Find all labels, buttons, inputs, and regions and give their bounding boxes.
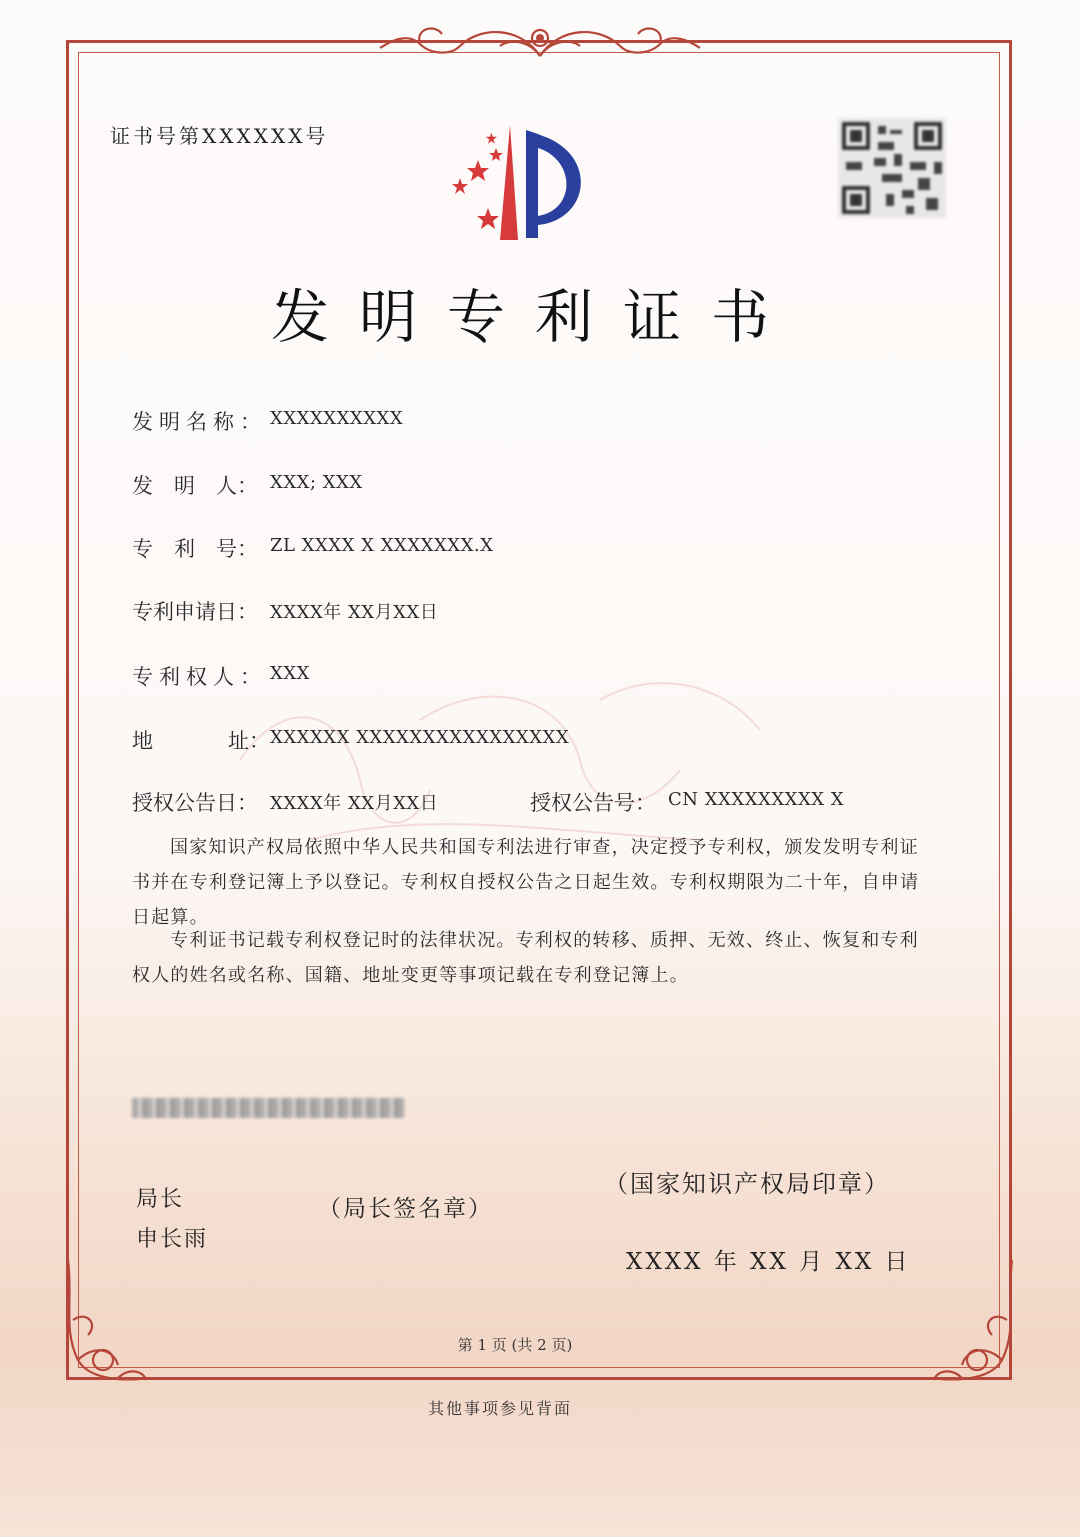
inventor-value: XXX; XXX (270, 472, 363, 493)
page-title: 发明专利证书 (270, 283, 799, 351)
inventor-label: 发 明 人： (132, 474, 258, 498)
grant-number-label: 授权公告号： (530, 791, 656, 815)
top-ornament-icon (360, 16, 720, 66)
grant-number-value: CN XXXXXXXXX X (668, 789, 845, 810)
issue-date: XXXX 年 XX 月 XX 日 (626, 1249, 911, 1275)
certificate-number: 证书号第XXXXXX号 (110, 124, 329, 148)
back-note: 其他事项参见背面 (427, 1399, 572, 1418)
grant-date-label: 授权公告日： (132, 791, 258, 815)
grant-date-value: XXXX年 XX月XX日 (270, 793, 439, 814)
legal-paragraph-1: 国家知识产权局依照中华人民共和国专利法进行审查，决定授予专利权，颁发发明专利证书并在专利登记簿上予以登记。专利权自授权公告之日起生效。专利权期限为二十年，自申请日起算。 (132, 837, 920, 928)
director-seal-text: （局长签名章） (318, 1196, 493, 1222)
legal-paragraph-2: 专利证书记载专利权登记时的法律状况。专利权的转移、质押、无效、终止、恢复和专利权人的姓名或名称、国籍、地址变更等事项记载在专利登记簿上。 (132, 930, 919, 986)
address-label-left: 地 (132, 729, 153, 753)
office-seal-text: （国家知识产权局印章） (604, 1170, 890, 1198)
director-title: 局长 (136, 1187, 185, 1212)
invention-name-label: 发明名称： (132, 410, 267, 434)
address-value: XXXXXX XXXXXXXXXXXXXXXX (270, 727, 570, 748)
qr-code-icon (838, 118, 946, 218)
redacted-barcode (132, 1098, 404, 1118)
patent-office-logo-icon (448, 120, 608, 250)
page-indicator: 第 1 页 (共 2 页) (457, 1336, 573, 1354)
address-label-right: 址： (228, 729, 270, 753)
bottom-left-ornament-icon (58, 1250, 178, 1390)
filing-date-value: XXXX年 XX月XX日 (270, 602, 439, 623)
filing-date-label: 专利申请日： (132, 600, 258, 624)
patent-number-label: 专 利 号： (132, 537, 258, 561)
director-name: 申长雨 (136, 1227, 209, 1252)
patentee-value: XXX (270, 663, 310, 684)
patent-number-value: ZL XXXX X XXXXXXX.X (270, 535, 494, 556)
invention-name-value: XXXXXXXXXX (270, 408, 404, 429)
bottom-right-ornament-icon (902, 1250, 1022, 1390)
patentee-label: 专利权人： (132, 665, 267, 689)
